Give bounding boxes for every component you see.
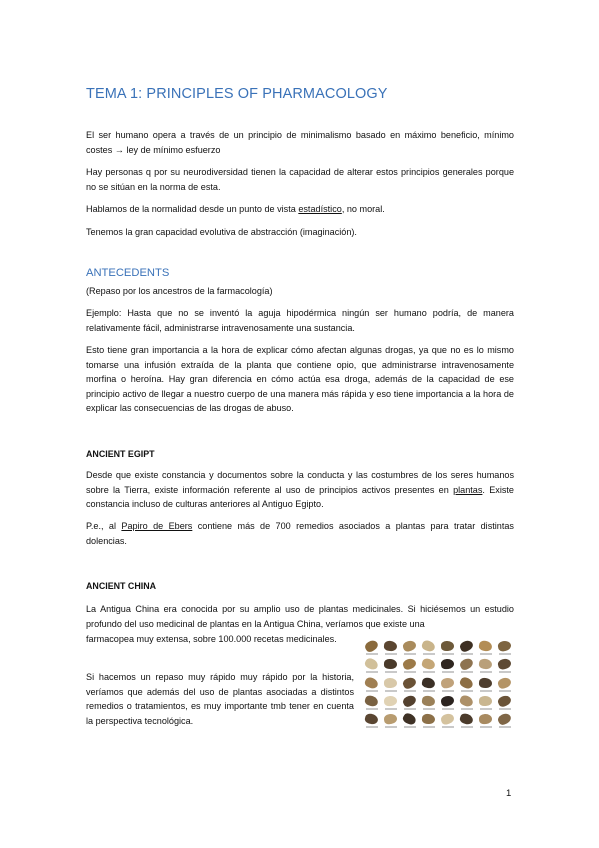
herb-caption — [423, 671, 435, 673]
herb-caption — [442, 726, 454, 728]
antecedents-paragraph-2: Esto tiene gran importancia a la hora de explicar cómo afectan algunas drogas, ya que no es lo mismo tomarse una infusión extraída de la planta que contiene opio, que administrarse intravenosamente morfina o heroína. Hay gran diferencia en cómo actúa esa droga, además de la capacidad de ese principio activo de llegar a nuestro cuerpo de una manera más rápida y eso tiene importancia a la hora de explicar las consecuencias de las drogas de abuso. — [86, 345, 514, 413]
herb-caption — [499, 708, 511, 710]
herb-caption — [404, 708, 416, 710]
herb-caption — [442, 671, 454, 673]
herb-caption — [366, 726, 378, 728]
herb-sample — [477, 678, 494, 696]
herb-sample — [496, 714, 513, 732]
chinese-herbs-image — [363, 641, 515, 751]
herb-caption — [480, 726, 492, 728]
intro-p3-text-before: Hablamos de la normalidad desde un punto de vista — [86, 204, 299, 214]
egypt-paragraph-1 — [86, 468, 514, 512]
herb-blob — [421, 676, 436, 689]
herb-blob — [479, 677, 493, 688]
egypt-p2-text-after: contiene más de 700 remedios asociados a plantas para tratar distintas dolencias. — [86, 521, 514, 546]
herb-sample — [363, 641, 380, 659]
herb-caption — [404, 690, 416, 692]
herb-blob — [421, 639, 437, 653]
herb-sample — [439, 678, 456, 696]
herb-caption — [461, 708, 473, 710]
herb-caption — [442, 653, 454, 655]
egypt-heading: ANCIENT EGIPT — [86, 449, 155, 459]
herb-sample — [496, 641, 513, 659]
herb-sample — [401, 714, 418, 732]
herb-caption — [404, 671, 416, 673]
herb-caption — [499, 653, 511, 655]
herb-caption — [480, 671, 492, 673]
herb-caption — [385, 653, 397, 655]
herb-blob — [364, 694, 379, 708]
herb-sample — [401, 696, 418, 714]
herb-caption — [423, 690, 435, 692]
herb-blob — [422, 714, 436, 725]
herb-caption — [385, 690, 397, 692]
herb-sample — [420, 659, 437, 677]
herb-blob — [458, 639, 474, 654]
herb-sample — [420, 714, 437, 732]
herb-sample — [458, 659, 475, 677]
intro-paragraph-4: Tenemos la gran capacidad evolutiva de abstracción (imaginación). — [86, 227, 357, 237]
herb-sample — [477, 659, 494, 677]
china-paragraph-1b: farmacopea muy extensa, sobre 100.000 recetas medicinales. — [86, 634, 337, 644]
herb-sample — [382, 659, 399, 677]
herb-blob — [384, 659, 398, 670]
intro-paragraph-2: Hay personas q por su neurodiversidad tienen la capacidad de alterar estos principios generales porque no se sitúan en la norma de esta. — [86, 167, 514, 192]
egypt-p1-text-before: Desde que existe constancia y documentos sobre la conducta y las costumbres de los seres humanos sobre la Tierra, existe información referente al uso de principios activos presentes en — [86, 470, 514, 495]
herb-blob — [364, 676, 380, 690]
china-heading: ANCIENT CHINA — [86, 581, 157, 591]
papiro-de-ebers-link[interactable]: Papiro de Ebers — [121, 521, 193, 531]
intro-p3-text-after: , no moral. — [341, 204, 385, 214]
herb-sample — [363, 678, 380, 696]
antecedents-paragraph-1: Ejemplo: Hasta que no se inventó la aguja hipodérmica ningún ser humano podría, de manera relativamente fácil, administrarse intravenosamente una sustancia. — [86, 308, 514, 333]
herb-blob — [421, 695, 435, 707]
herb-sample — [496, 659, 513, 677]
herb-sample — [382, 714, 399, 732]
herb-sample — [477, 696, 494, 714]
egypt-paragraph-2 — [86, 519, 514, 548]
herb-sample — [496, 696, 513, 714]
herb-caption — [404, 653, 416, 655]
herb-sample — [439, 659, 456, 677]
herb-sample — [477, 641, 494, 659]
herb-sample — [458, 714, 475, 732]
herb-blob — [458, 675, 474, 690]
plantas-link[interactable]: plantas — [453, 484, 483, 495]
herb-blob — [364, 713, 379, 726]
herb-blob — [363, 657, 379, 672]
herb-blob — [497, 640, 512, 652]
herb-caption — [461, 671, 473, 673]
herb-sample — [401, 641, 418, 659]
herb-blob — [497, 694, 513, 708]
herb-sample — [363, 714, 380, 732]
herb-caption — [461, 653, 473, 655]
herb-blob — [497, 676, 513, 690]
herb-caption — [366, 690, 378, 692]
herb-blob — [383, 713, 397, 725]
intro-paragraph-1: El ser humano opera a través de un principio de minimalismo basado en máximo beneficio, mínimo costes → ley de mínimo esfuerzo — [86, 130, 514, 155]
china-paragraph-1a: La Antigua China era conocida por su amplio uso de plantas medicinales. Si hiciésemos un estudio profundo del uso medicinal de plantas en la Antigua China, veríamos que existe una — [86, 604, 514, 629]
herb-sample — [458, 641, 475, 659]
herb-blob — [440, 677, 455, 689]
herb-sample — [420, 696, 437, 714]
herb-blob — [384, 677, 397, 687]
herb-caption — [366, 708, 378, 710]
herb-sample — [439, 714, 456, 732]
herb-caption — [480, 653, 492, 655]
page-title: TEMA 1: PRINCIPLES OF PHARMACOLOGY — [86, 86, 388, 102]
herb-blob — [459, 712, 475, 726]
herb-caption — [423, 653, 435, 655]
herb-caption — [461, 726, 473, 728]
herb-blob — [496, 712, 512, 727]
herb-blob — [401, 693, 417, 708]
herb-sample — [401, 678, 418, 696]
herb-caption — [385, 708, 397, 710]
herb-sample — [496, 678, 513, 696]
intro-paragraph-3 — [86, 202, 514, 217]
herb-caption — [499, 726, 511, 728]
herb-caption — [442, 690, 454, 692]
herb-blob — [479, 714, 493, 725]
herb-sample — [382, 641, 399, 659]
page-number: 1 — [506, 788, 512, 799]
china-paragraph-2: Si hacemos un repaso muy rápido muy rápido por la historia, veríamos que además del uso de plantas asociadas a distintos remedios o tratamientos, es muy importante tmb tener en cuenta la perspectiva tecnológica. — [86, 672, 354, 726]
herb-sample — [382, 678, 399, 696]
herb-blob — [363, 638, 379, 653]
herb-sample — [458, 678, 475, 696]
herb-blob — [440, 712, 455, 726]
herb-caption — [404, 726, 416, 728]
antecedents-heading: ANTECEDENTS — [86, 267, 170, 279]
herb-sample — [382, 696, 399, 714]
herb-caption — [385, 671, 397, 673]
herb-caption — [423, 708, 435, 710]
herb-blob — [459, 694, 475, 708]
herb-caption — [480, 708, 492, 710]
herb-blob — [458, 657, 474, 672]
herb-blob — [402, 657, 418, 671]
herb-blob — [478, 658, 492, 670]
herb-blob — [479, 696, 492, 706]
herb-sample — [458, 696, 475, 714]
herb-caption — [461, 690, 473, 692]
herb-caption — [385, 726, 397, 728]
antecedents-subtitle: (Repaso por los ancestros de la farmacología) — [86, 286, 273, 296]
herb-caption — [366, 653, 378, 655]
herb-blob — [384, 695, 398, 706]
herb-blob — [402, 639, 417, 652]
herb-sample — [420, 678, 437, 696]
herb-blob — [401, 712, 417, 727]
herb-caption — [442, 708, 454, 710]
herb-blob — [441, 659, 455, 670]
herb-sample — [439, 696, 456, 714]
herb-sample — [363, 696, 380, 714]
herb-caption — [423, 726, 435, 728]
egypt-p2-text-before: P.e., al — [86, 521, 122, 531]
herb-blob — [421, 658, 436, 671]
estadistico-link[interactable]: estadístico — [298, 204, 342, 214]
herb-caption — [480, 690, 492, 692]
herb-caption — [499, 671, 511, 673]
herb-blob — [440, 694, 455, 707]
herb-sample — [439, 641, 456, 659]
herb-sample — [477, 714, 494, 732]
herb-caption — [366, 671, 378, 673]
herb-sample — [363, 659, 380, 677]
herb-caption — [499, 690, 511, 692]
herb-blob — [383, 640, 397, 652]
herb-sample — [420, 641, 437, 659]
egypt-p1-text-after: . Existe constancia incluso de culturas anteriores al Antiguo Egipto. — [86, 484, 514, 509]
herb-blob — [497, 658, 512, 671]
herb-blob — [402, 675, 418, 689]
herb-blob — [478, 640, 493, 652]
herb-blob — [441, 641, 454, 651]
herb-sample — [401, 659, 418, 677]
